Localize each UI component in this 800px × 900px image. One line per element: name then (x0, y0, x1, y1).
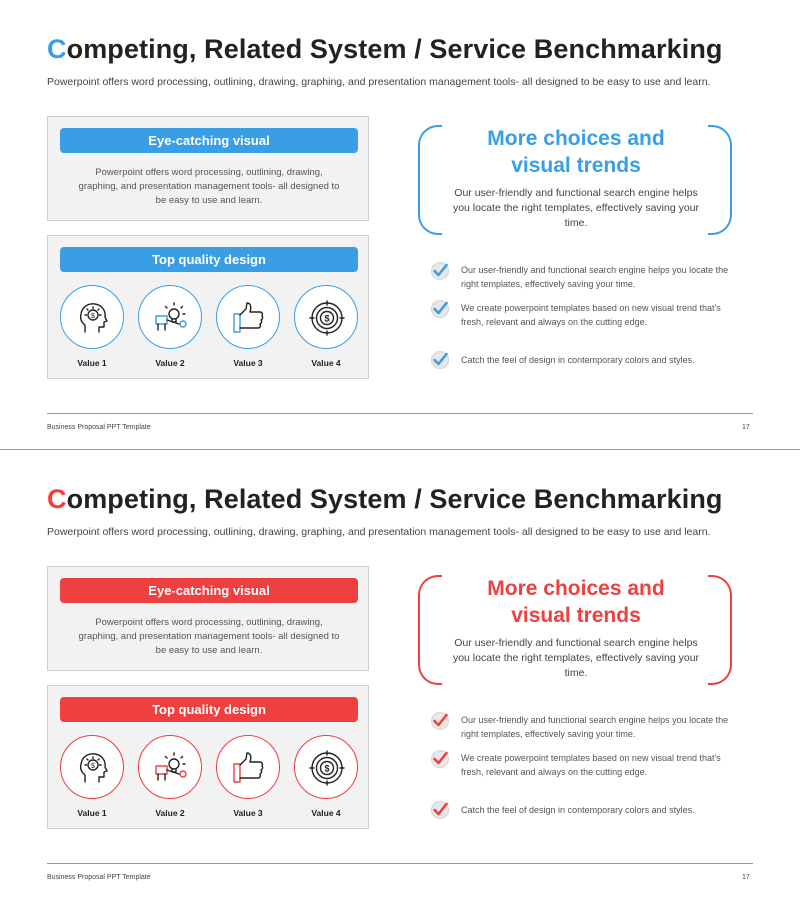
dollar-target-icon (309, 300, 345, 336)
footer-divider (47, 863, 753, 864)
eye-catching-card (47, 116, 369, 221)
value-2-label: Value 2 (155, 358, 185, 368)
bullet-item-2: We create powerpoint templates based on new visual trend that's fresh, relevant and always on the cutting edge. (461, 753, 721, 777)
checkmark-icon (430, 800, 450, 820)
svg-text:$: $ (91, 763, 95, 770)
value-2-circle (138, 735, 202, 799)
highlight-title-line-1: More choices and (487, 577, 665, 600)
title-initial: C (47, 484, 67, 514)
value-1-circle (60, 285, 124, 349)
slide-title (47, 484, 723, 515)
highlight-title (436, 125, 716, 179)
title-rest: ompeting, Related System / Service Benchmarking (66, 34, 723, 64)
highlight-title (436, 575, 716, 629)
card-text: Powerpoint offers word processing, outlining, drawing, graphing, and presentation management tools- all designed to be easy to use and learn. (78, 617, 340, 656)
title-rest: ompeting, Related System / Service Benchmarking (66, 484, 723, 514)
value-3-circle (216, 285, 280, 349)
quality-design-card (47, 685, 369, 829)
bullet-item-1: Our user-friendly and functional search engine helps you locate the right templates, effectively saving your time. (461, 715, 729, 739)
highlight-title-line-2: visual trends (511, 604, 641, 627)
highlight-text: Our user-friendly and functional search engine helps you locate the right templates, effectively saving your time. (452, 187, 700, 229)
slide-subtitle: Powerpoint offers word processing, outlining, drawing, graphing, and presentation management tools- all designed to be easy to use and learn. (47, 76, 711, 88)
value-1-label: Value 1 (77, 358, 107, 368)
checkmark-icon (430, 261, 450, 281)
checkmark-icon (430, 711, 450, 731)
value-4-label: Value 4 (311, 808, 341, 818)
idea-gear-icon (153, 750, 189, 786)
quality-design-card (47, 235, 369, 379)
value-4-circle (294, 735, 358, 799)
checkmark-icon (430, 350, 450, 370)
card-header: Eye-catching visual (60, 578, 358, 603)
head-idea-icon (75, 750, 111, 786)
value-3-label: Value 3 (233, 358, 263, 368)
bullet-item-2: We create powerpoint templates based on new visual trend that's fresh, relevant and always on the cutting edge. (461, 303, 721, 327)
value-1-label: Value 1 (77, 808, 107, 818)
highlight-title-line-1: More choices and (487, 127, 665, 150)
card-text: Powerpoint offers word processing, outlining, drawing, graphing, and presentation management tools- all designed to be easy to use and learn. (78, 167, 340, 206)
footer-divider (47, 413, 753, 414)
slide-subtitle: Powerpoint offers word processing, outlining, drawing, graphing, and presentation management tools- all designed to be easy to use and learn. (47, 526, 711, 538)
footer-text: Business Proposal PPT Template (47, 424, 151, 431)
card-header: Top quality design (60, 697, 358, 722)
bullet-item-3: Catch the feel of design in contemporary colors and styles. (461, 805, 695, 815)
slide-red (0, 450, 800, 900)
checkmark-icon (430, 749, 450, 769)
svg-text:$: $ (91, 313, 95, 320)
value-3-label: Value 3 (233, 808, 263, 818)
svg-text:$: $ (324, 313, 330, 324)
value-4-circle (294, 285, 358, 349)
footer-text: Business Proposal PPT Template (47, 874, 151, 881)
value-3-circle (216, 735, 280, 799)
dollar-target-icon (309, 750, 345, 786)
card-header: Top quality design (60, 247, 358, 272)
title-initial: C (47, 34, 67, 64)
slide-title (47, 34, 723, 65)
page-number: 17 (742, 874, 750, 881)
thumbs-up-icon (231, 300, 267, 336)
value-2-circle (138, 285, 202, 349)
svg-text:$: $ (324, 763, 330, 774)
card-header: Eye-catching visual (60, 128, 358, 153)
highlight-title-line-2: visual trends (511, 154, 641, 177)
value-1-circle (60, 735, 124, 799)
idea-gear-icon (153, 300, 189, 336)
eye-catching-card (47, 566, 369, 671)
head-idea-icon (75, 300, 111, 336)
bullet-item-3: Catch the feel of design in contemporary colors and styles. (461, 355, 695, 365)
thumbs-up-icon (231, 750, 267, 786)
highlight-text: Our user-friendly and functional search engine helps you locate the right templates, effectively saving your time. (452, 637, 700, 679)
checkmark-icon (430, 299, 450, 319)
bullet-item-1: Our user-friendly and functional search engine helps you locate the right templates, effectively saving your time. (461, 265, 729, 289)
value-4-label: Value 4 (311, 358, 341, 368)
page-number: 17 (742, 424, 750, 431)
value-2-label: Value 2 (155, 808, 185, 818)
